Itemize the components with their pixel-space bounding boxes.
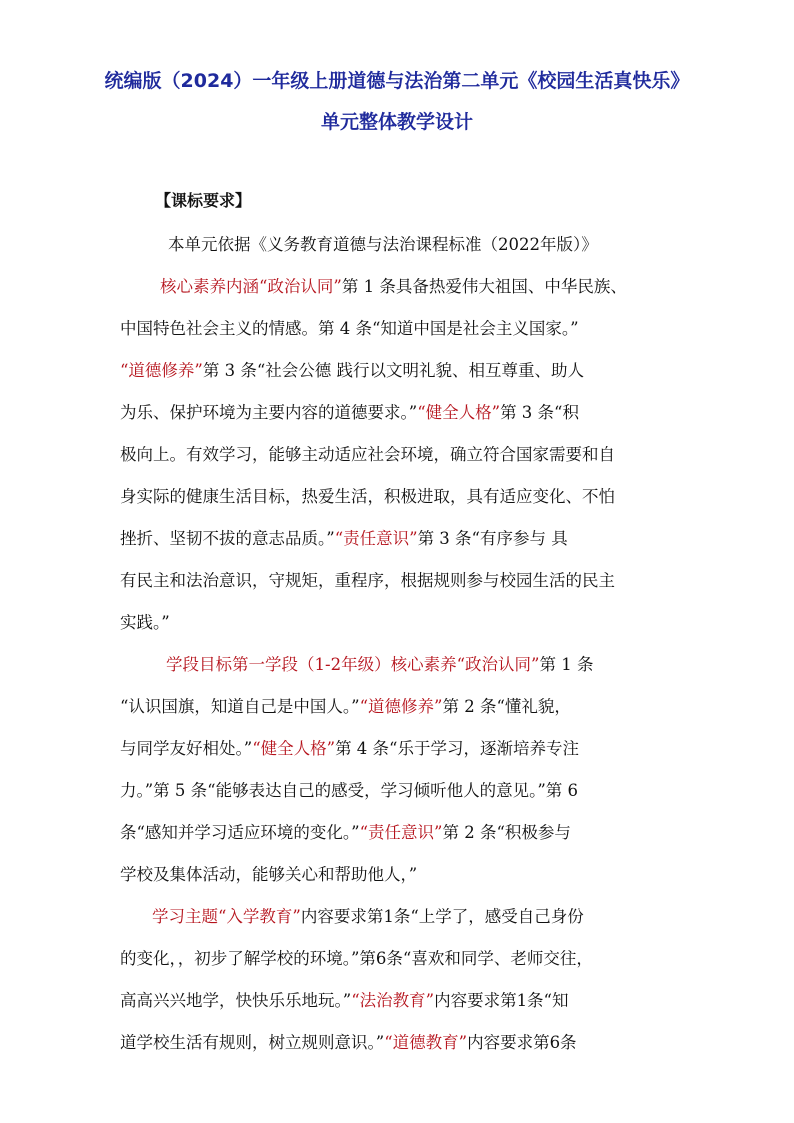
highlighted-term: “道德教育” [384,1033,468,1052]
text-line [120,1033,577,1053]
highlighted-term: “道德修养” [359,697,443,716]
text-segment: 第 3 条“有序参与 具 [417,529,568,548]
document-title: 统编版（2024）一年级上册道德与法治第二单元《校园生活真快乐》 [104,70,690,92]
text-segment: 与同学友好相处。” [120,739,253,758]
text-line [120,571,615,591]
text-line [120,445,615,465]
text-segment: 第 3 条“社会公德 践行以文明礼貌、相互尊重、助人 [202,361,585,380]
text-segment: 的变化，，初步了解学校的环境。”第6条“喜欢和同学、老师交往， [120,949,593,968]
section-heading: 【课标要求】 [155,191,252,210]
text-line [120,487,615,507]
text-line [152,907,584,927]
text-line [160,277,627,297]
text-segment: 道学校生活有规则，树立规则意识。” [120,1033,385,1052]
text-segment: 第 1 条具备热爱伟大祖国、中华民族、 [341,277,627,296]
text-segment: 实践。” [120,613,170,632]
text-segment: 第 1 条 [539,655,594,674]
text-segment: 第 4 条“乐于学习，逐渐培养专注 [335,739,579,758]
text-segment: 中国特色社会主义的情感。第 4 条“知道中国是社会主义国家。” [120,319,579,338]
text-line [120,361,584,381]
text-line [120,991,569,1011]
highlighted-term: “道德修养” [120,361,203,380]
highlighted-term: 核心素养内涵“政治认同” [160,277,342,296]
text-segment: 有民主和法治意识，守规矩，重程序，根据规则参与校园生活的民主 [120,571,615,590]
text-line [120,613,170,633]
text-line [120,697,571,717]
text-segment: 极向上。有效学习，能够主动适应社会环境，确立符合国家需要和自 [120,445,615,464]
text-segment: 内容要求第1条“上学了，感受自己身份 [300,907,584,926]
highlighted-term: “法治教育” [351,991,435,1010]
text-line [120,949,593,969]
text-line [120,529,568,549]
text-segment: “认识国旗，知道自己是中国人。” [120,697,360,716]
text-segment: 高高兴兴地学，快快乐乐地玩。” [120,991,352,1010]
highlighted-term: 学段目标第一学段（1-2年级）核心素养“政治认同” [166,655,540,674]
text-line [120,865,417,885]
text-line [120,781,578,801]
text-segment: 挫折、坚韧不拔的意志品质。” [120,529,335,548]
text-segment: 身实际的健康生活目标，热爱生活，积极进取，具有适应变化、不怕 [120,487,615,506]
text-segment: 第 3 条“积 [500,403,579,422]
highlighted-term: “责任意识” [334,529,418,548]
highlighted-term: “责任意识” [359,823,443,842]
text-segment: 为乐、保护环境为主要内容的道德要求。” [120,403,418,422]
text-segment: 第 2 条“懂礼貌， [442,697,571,716]
highlighted-term: 学习主题“入学教育” [152,907,301,926]
text-line [120,739,579,759]
text-segment: 学校及集体活动，能够关心和帮助他人，” [120,865,418,884]
highlighted-term: “健全人格” [417,403,501,422]
text-segment: 内容要求第1条“知 [434,991,569,1010]
text-segment: 力。”第 5 条“能够表达自己的感受，学习倾听他人的意见。”第 6 [120,781,579,800]
text-segment: 内容要求第6条 [467,1033,577,1052]
text-line [120,319,579,339]
text-line [166,655,593,675]
document-subtitle: 单元整体教学设计 [320,111,473,133]
text-segment: 条“感知并学习适应环境的变化。” [120,823,360,842]
text-segment: 第 2 条“积极参与 [442,823,571,842]
text-segment: 本单元依据《义务教育道德与法治课程标准（2022年版）》 [168,235,598,254]
highlighted-term: “健全人格” [252,739,336,758]
text-line [120,823,571,843]
text-line [168,235,598,255]
text-line [120,403,579,423]
